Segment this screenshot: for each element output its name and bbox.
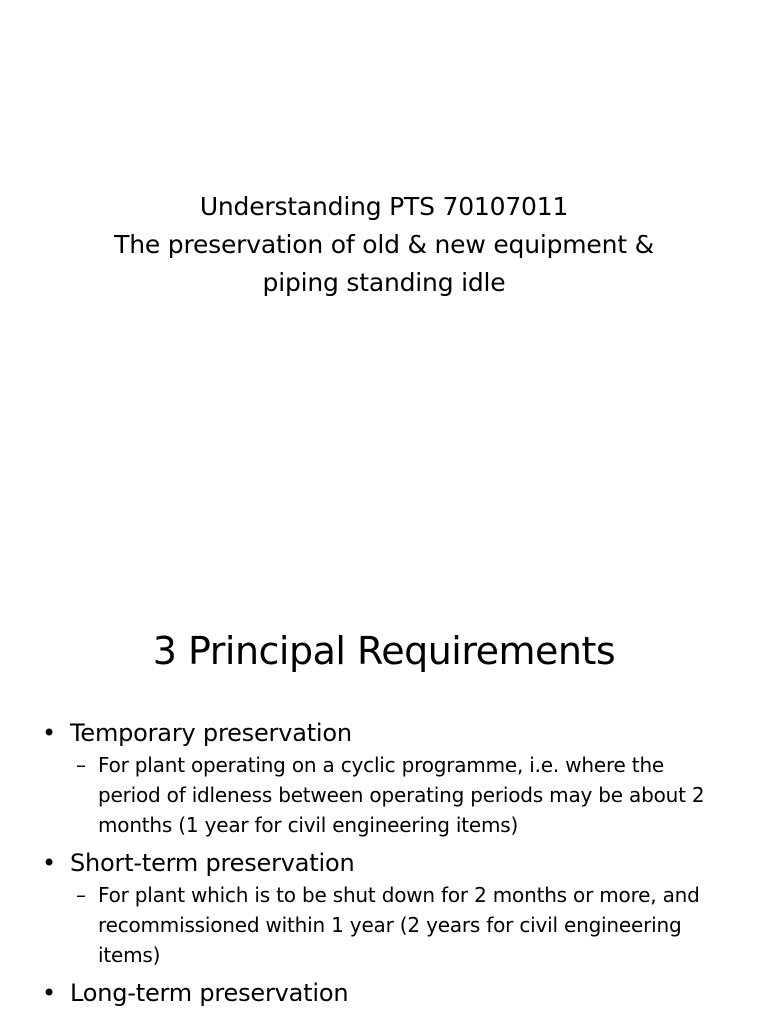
bullet-temporary-preservation: [42, 716, 732, 750]
sub-bullet-short-term-preservation: [76, 880, 732, 970]
bullet-marker: •: [42, 849, 56, 877]
bullet-marker: •: [42, 979, 56, 1007]
bullet-marker: •: [42, 719, 56, 747]
sub-line: For plant which is to be shut down for 2 months or more, and: [98, 883, 700, 907]
content-slide: [0, 576, 768, 1024]
sub-bullet-marker: –: [76, 883, 86, 907]
bullet-long-term-preservation: [42, 976, 732, 1010]
sub-line: For plant operating on a cyclic programme, i.e. where the: [98, 753, 665, 777]
bullet-label: Short-term preservation: [70, 849, 355, 877]
sub-bullet-temporary-preservation: [76, 750, 732, 840]
sub-line: months (1 year for civil engineering items): [98, 813, 519, 837]
title-line-2: The preservation of old & new equipment &: [114, 230, 654, 259]
sub-line: items): [98, 943, 161, 967]
sub-line: period of idleness between operating periods may be about 2: [98, 783, 705, 807]
bullet-short-term-preservation: [42, 846, 732, 880]
title-line-1: Understanding PTS 70107011: [199, 192, 569, 221]
bullet-label: Temporary preservation: [70, 719, 352, 747]
sub-bullet-marker: –: [76, 753, 86, 777]
slide-title: [0, 188, 768, 302]
slide-heading: 3 Principal Requirements: [152, 629, 616, 673]
title-line-3: piping standing idle: [262, 268, 506, 297]
bullet-label: Long-term preservation: [70, 979, 349, 1007]
requirements-list: [42, 716, 732, 1010]
sub-line: recommissioned within 1 year (2 years for civil engineering: [98, 913, 682, 937]
